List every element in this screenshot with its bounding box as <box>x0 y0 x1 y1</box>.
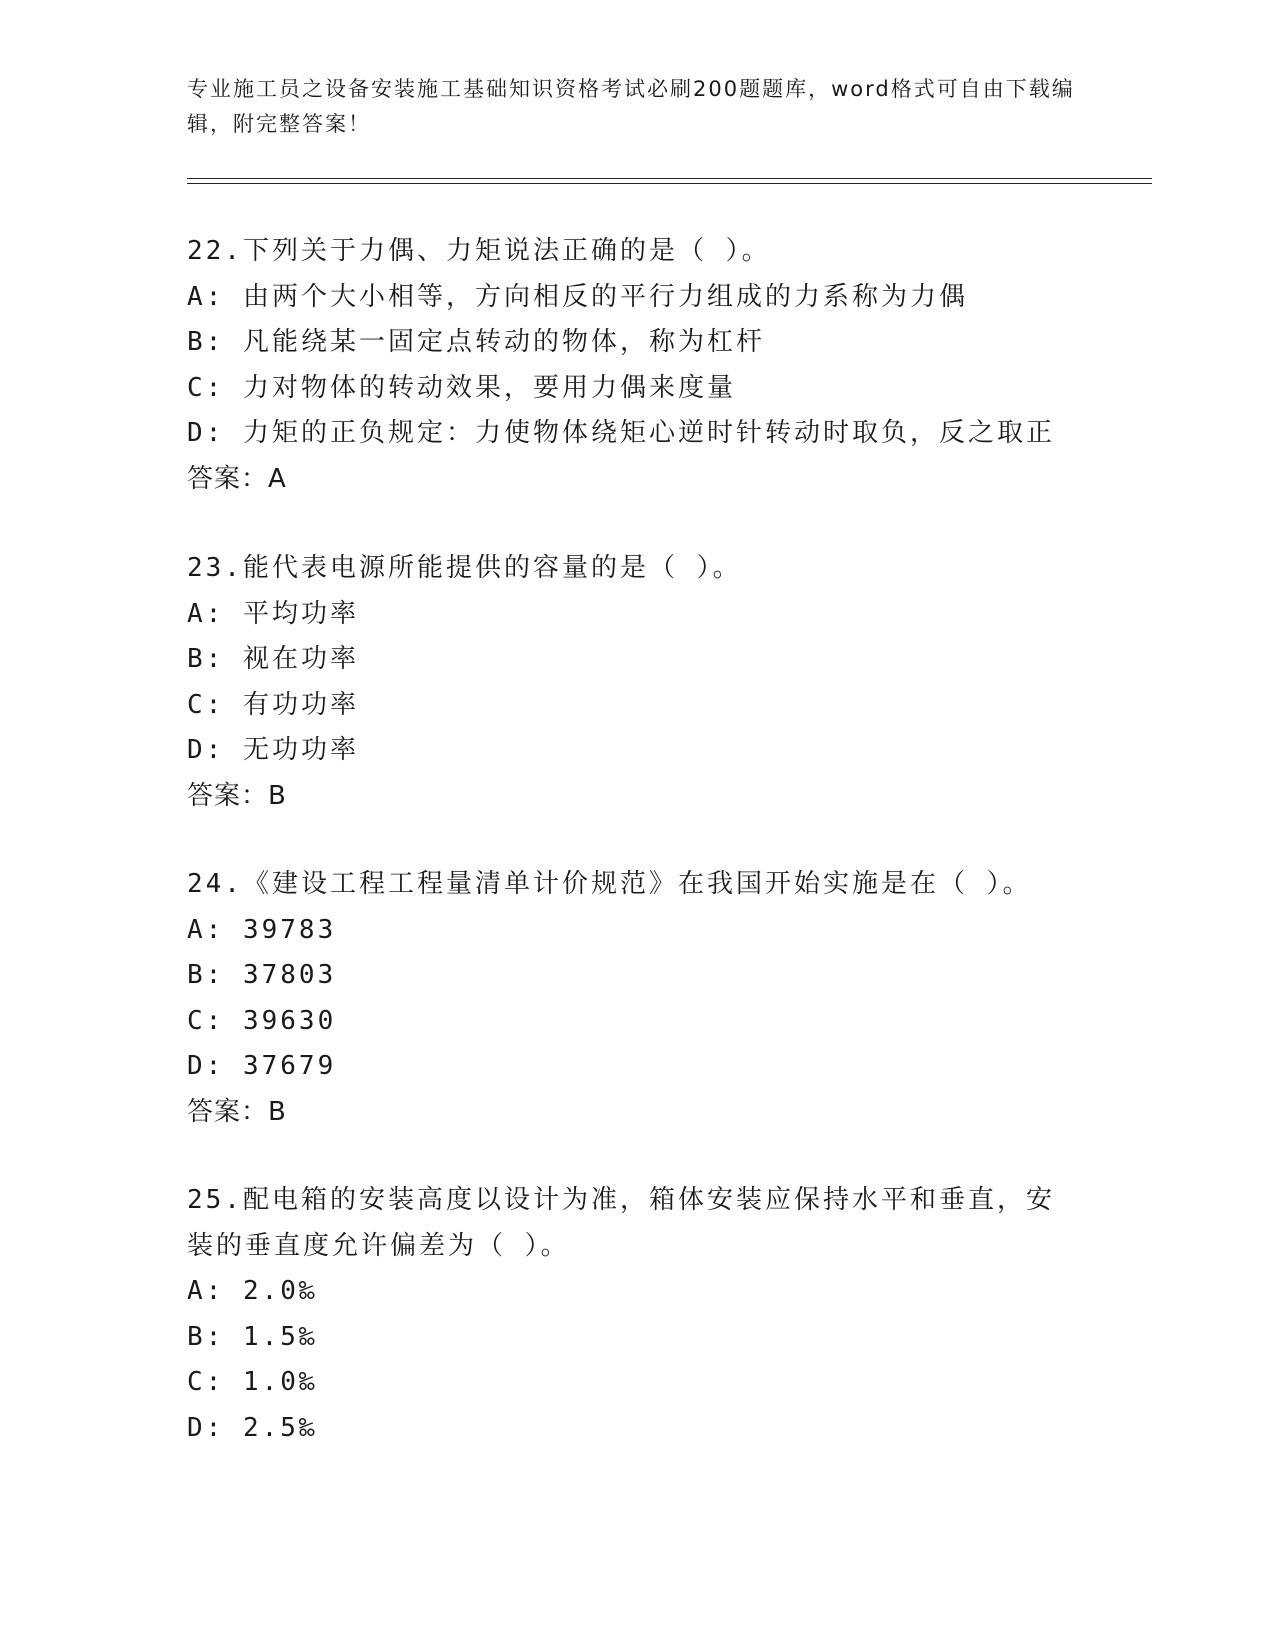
question-24 <box>187 862 1087 1135</box>
header-divider-top <box>187 178 1152 179</box>
option-b <box>187 953 1087 999</box>
option-text: 1.5‰ <box>242 1321 318 1352</box>
question-22 <box>187 229 1087 502</box>
question-25 <box>187 1178 1087 1451</box>
document-header: 专业施工员之设备安装施工基础知识资格考试必刷200题题库，word格式可自由下载编辑，附完整答案！ <box>187 77 1075 136</box>
option-text: 37679 <box>242 1051 337 1081</box>
option-d <box>187 728 1087 774</box>
answer: 答案：B <box>187 780 287 811</box>
option-c <box>187 1360 1087 1406</box>
option-text: 平均功率 <box>242 598 359 629</box>
option-b <box>187 637 1087 683</box>
option-letter: B: <box>187 327 225 357</box>
option-letter: D: <box>187 418 225 448</box>
option-text: 39783 <box>242 914 337 945</box>
option-text: 37803 <box>242 960 337 990</box>
header-divider-bottom <box>187 183 1152 184</box>
option-d <box>187 1406 1087 1452</box>
answer: 答案：B <box>187 1096 287 1127</box>
option-letter: B: <box>187 960 225 990</box>
option-letter: C: <box>187 1367 225 1397</box>
option-text: 有功功率 <box>242 689 359 720</box>
option-b <box>187 1315 1087 1361</box>
option-a <box>187 1269 1087 1315</box>
option-c <box>187 999 1087 1045</box>
option-c <box>187 683 1087 729</box>
question-stem: 24.《建设工程工程量清单计价规范》在我国开始实施是在（ ）。 <box>187 869 1032 899</box>
option-text: 1.0‰ <box>242 1367 318 1397</box>
option-letter: B: <box>187 644 225 674</box>
option-letter: A: <box>187 914 225 945</box>
option-text: 由两个大小相等，方向相反的平行力组成的力系称为力偶 <box>242 281 968 312</box>
option-a <box>187 592 1087 638</box>
option-text: 凡能绕某一固定点转动的物体，称为杠杆 <box>242 327 765 357</box>
option-letter: D: <box>187 735 225 765</box>
option-text: 无功功率 <box>242 735 359 765</box>
answer: 答案：A <box>187 463 287 494</box>
option-letter: C: <box>187 372 225 403</box>
question-23 <box>187 546 1087 819</box>
option-text: 39630 <box>242 1005 337 1036</box>
option-letter: C: <box>187 689 225 720</box>
question-stem: 23.能代表电源所能提供的容量的是（ ）。 <box>187 553 742 583</box>
option-text: 2.5‰ <box>242 1412 318 1443</box>
option-letter: D: <box>187 1412 225 1443</box>
option-d <box>187 1044 1087 1090</box>
question-stem: 22.下列关于力偶、力矩说法正确的是（ ）。 <box>187 236 771 266</box>
option-a <box>187 908 1087 954</box>
option-c <box>187 366 1087 412</box>
option-letter: A: <box>187 598 225 629</box>
option-letter: A: <box>187 281 225 312</box>
option-a <box>187 275 1087 321</box>
question-stem: 25.配电箱的安装高度以设计为准，箱体安装应保持水平和垂直，安装的垂直度允许偏差为（ ）。 <box>187 1185 1055 1261</box>
option-text: 力对物体的转动效果，要用力偶来度量 <box>242 372 736 403</box>
option-text: 视在功率 <box>242 644 359 674</box>
option-d <box>187 411 1087 457</box>
option-b <box>187 320 1087 366</box>
option-text: 力矩的正负规定：力使物体绕矩心逆时针转动时取负，反之取正 <box>242 418 1055 448</box>
option-letter: D: <box>187 1051 225 1081</box>
option-letter: A: <box>187 1276 225 1306</box>
option-letter: C: <box>187 1005 225 1036</box>
option-text: 2.0‰ <box>242 1276 318 1306</box>
option-letter: B: <box>187 1321 225 1352</box>
